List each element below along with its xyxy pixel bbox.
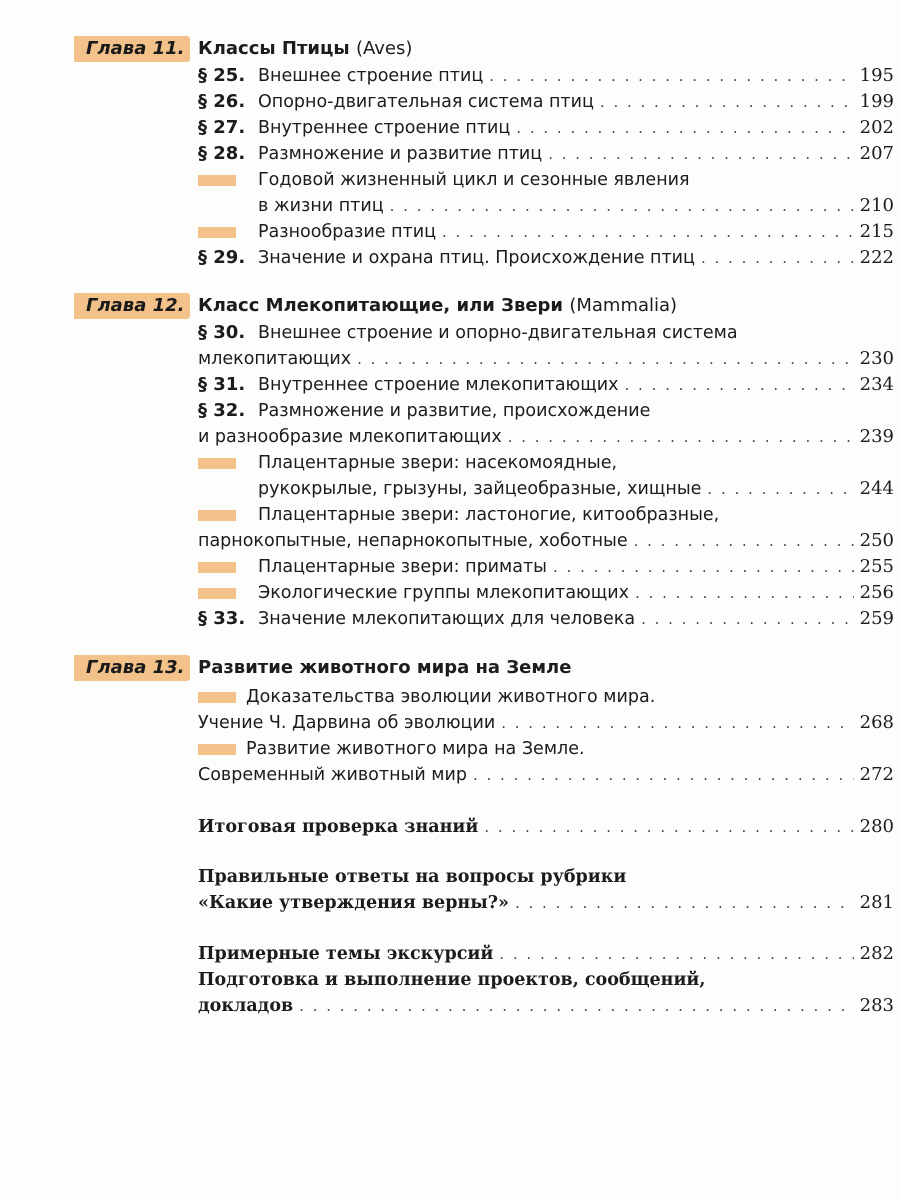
toc-entry-animal-world[interactable]: Развитие животного мира на Земле. <box>198 736 894 762</box>
topic-marker <box>198 227 236 238</box>
topic-marker <box>198 562 236 573</box>
topic-marker <box>198 510 236 521</box>
chapter-12-label: Глава 12. <box>86 295 185 316</box>
topic-marker <box>198 588 236 599</box>
chapter-13-label: Глава 13. <box>86 657 185 678</box>
toc-excursions[interactable]: Примерные темы экскурсий . . . 282 <box>198 941 894 967</box>
toc-entry-26[interactable]: § 26. Опорно-двигательная система птиц . . . 199 <box>198 89 894 115</box>
toc-entry-30-cont[interactable]: млекопитающих . . . 230 <box>198 346 894 372</box>
chapter-11-label: Глава 11. <box>86 38 185 59</box>
toc-answers[interactable]: Правильные ответы на вопросы рубрики <box>198 867 627 887</box>
chapter-13-title[interactable]: Развитие животного мира на Земле <box>198 657 572 678</box>
toc-entry-28[interactable]: § 28. Размножение и развитие птиц . . . 207 <box>198 141 894 167</box>
toc-entry-placental-1[interactable]: Плацентарные звери: насекомоядные, <box>198 450 894 476</box>
toc-entry-placental-2-cont[interactable]: парнокопытные, непарнокопытные, хоботные . . . 250 <box>198 528 894 554</box>
toc-entry-29[interactable]: § 29. Значение и охрана птиц. Происхождение птиц . . . 222 <box>198 245 894 271</box>
chapter-11-title[interactable]: Классы Птицы (Aves) <box>198 38 413 59</box>
toc-entry-27[interactable]: § 27. Внутреннее строение птиц . . . 202 <box>198 115 894 141</box>
toc-entry-32-cont[interactable]: и разнообразие млекопитающих . . . 239 <box>198 424 894 450</box>
topic-marker <box>198 175 236 186</box>
toc-projects-cont[interactable]: докладов . . . 283 <box>198 993 894 1019</box>
toc-entry-placental-2[interactable]: Плацентарные звери: ластоногие, китообразные, <box>198 502 894 528</box>
toc-entry-eco-groups[interactable]: Экологические группы млекопитающих . . . 256 <box>198 580 894 606</box>
toc-entry-birds-cycle-cont[interactable]: в жизни птиц . . . 210 <box>258 193 894 219</box>
toc-entry-evolution-proof[interactable]: Доказательства эволюции животного мира. <box>198 684 894 710</box>
toc-entry-31[interactable]: § 31. Внутреннее строение млекопитающих . . . 234 <box>198 372 894 398</box>
topic-marker <box>198 458 236 469</box>
toc-final-check[interactable]: Итоговая проверка знаний . . . 280 <box>198 814 894 840</box>
topic-marker <box>198 692 236 703</box>
toc-entry-25[interactable]: § 25. Внешнее строение птиц . . . 195 <box>198 63 894 89</box>
toc-entry-birds-cycle[interactable]: Годовой жизненный цикл и сезонные явления <box>198 167 894 193</box>
chapter-12-title[interactable]: Класс Млекопитающие, или Звери (Mammalia) <box>198 295 678 316</box>
toc-entry-30[interactable]: § 30. Внешнее строение и опорно-двигательная система <box>198 322 738 343</box>
toc-entry-placental-1-cont[interactable]: рукокрылые, грызуны, зайцеобразные, хищные . . . 244 <box>258 476 894 502</box>
toc-entry-primates[interactable]: Плацентарные звери: приматы . . . 255 <box>198 554 894 580</box>
toc-answers-cont[interactable]: «Какие утверждения верны?» . . . 281 <box>198 890 894 916</box>
toc-entry-33[interactable]: § 33. Значение млекопитающих для человека . . . 259 <box>198 606 894 632</box>
toc-entry-evolution-proof-cont[interactable]: Учение Ч. Дарвина об эволюции . . . 268 <box>198 710 894 736</box>
toc-entry-birds-diversity[interactable]: Разнообразие птиц . . . 215 <box>198 219 894 245</box>
toc-entry-32[interactable]: § 32. Размножение и развитие, происхождение <box>198 400 651 421</box>
topic-marker <box>198 744 236 755</box>
toc-entry-animal-world-cont[interactable]: Современный животный мир . . . 272 <box>198 762 894 788</box>
toc-projects[interactable]: Подготовка и выполнение проектов, сообщений, <box>198 970 706 990</box>
